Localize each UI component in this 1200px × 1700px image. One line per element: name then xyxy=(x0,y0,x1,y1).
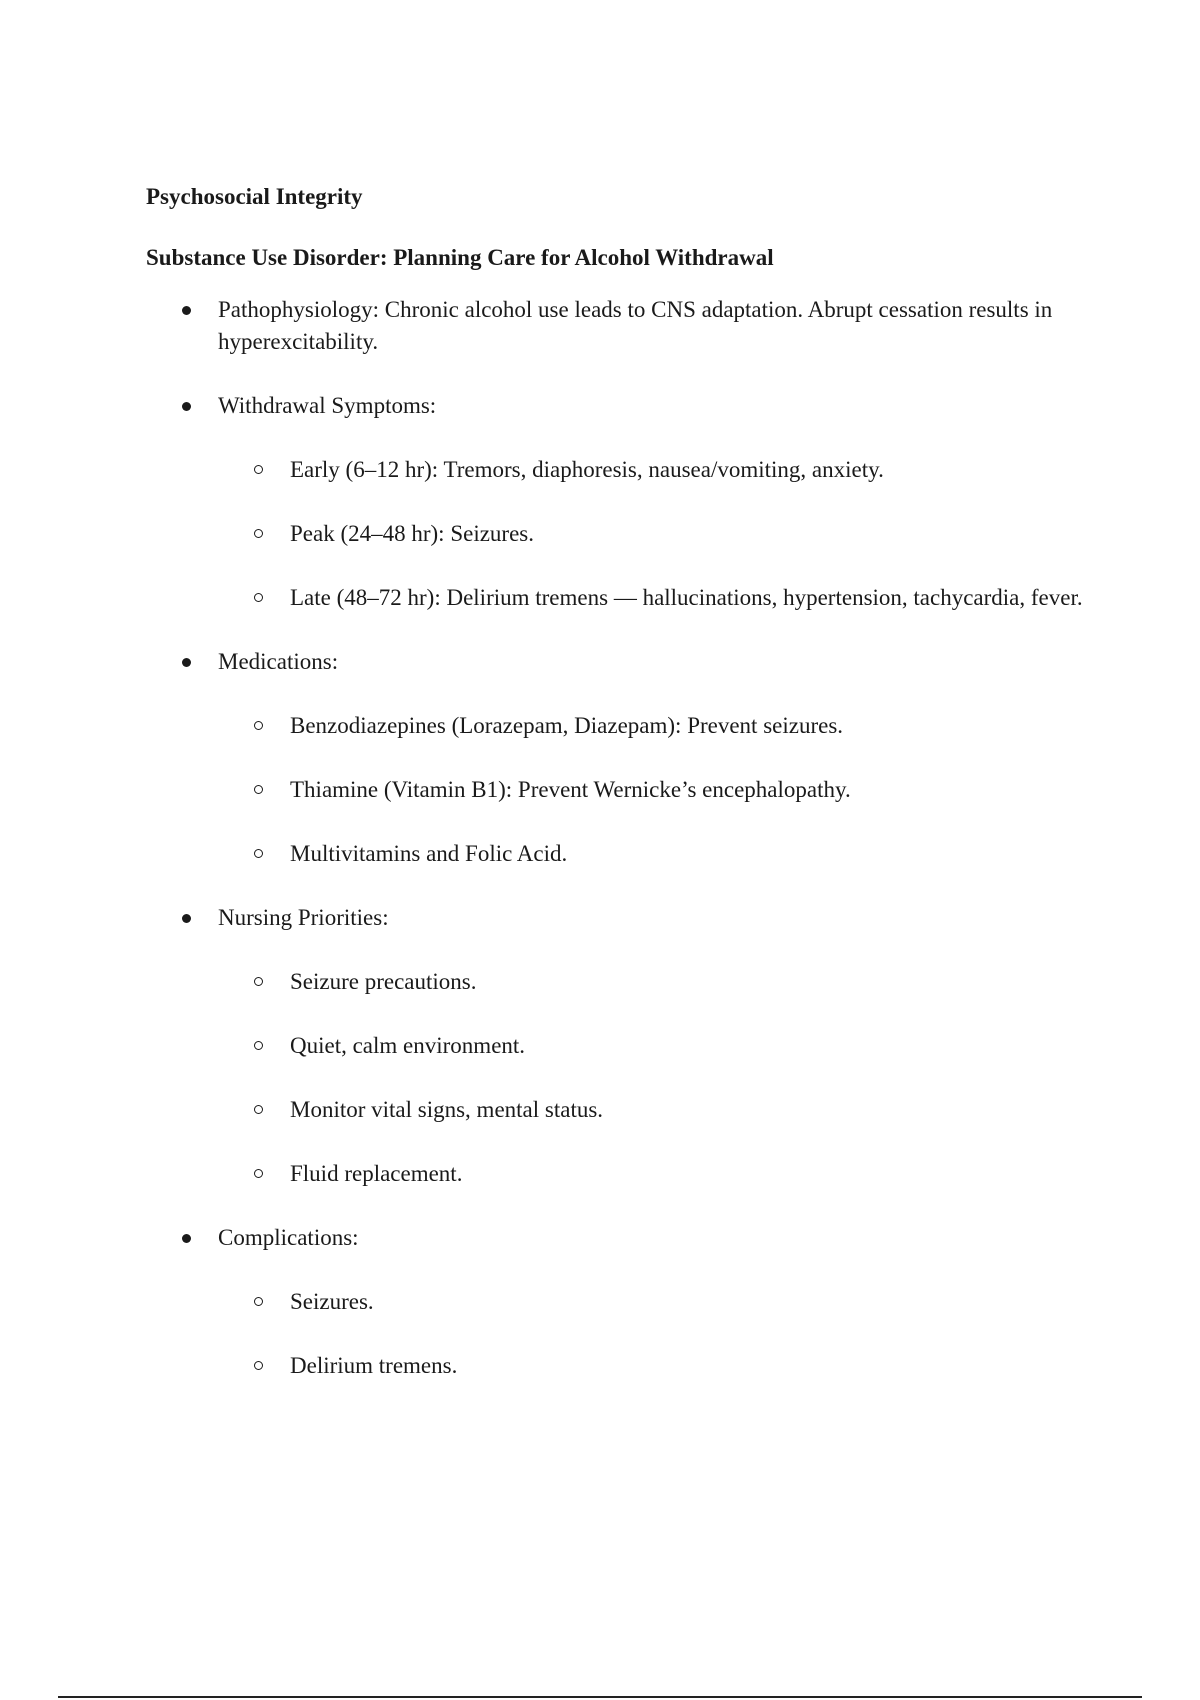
circle-bullet-icon xyxy=(254,849,263,858)
bullet-icon xyxy=(182,658,191,667)
list-item-text: Complications: xyxy=(218,1225,359,1250)
sub-list-item-text: Monitor vital signs, mental status. xyxy=(290,1097,604,1122)
sub-list-item xyxy=(218,838,1086,870)
sub-list xyxy=(218,454,1086,614)
list-item-text: Pathophysiology: Chronic alcohol use leads to CNS adaptation. Abrupt cessation results in hyperexcitability. xyxy=(218,297,1053,354)
circle-bullet-icon xyxy=(254,1361,263,1370)
sub-list-item-text: Early (6–12 hr): Tremors, diaphoresis, nausea/vomiting, anxiety. xyxy=(290,457,884,482)
circle-bullet-icon xyxy=(254,785,263,794)
sub-list-item-text: Seizure precautions. xyxy=(290,969,477,994)
bullet-icon xyxy=(182,1234,191,1243)
list-item-text: Withdrawal Symptoms: xyxy=(218,393,437,418)
sub-list-item xyxy=(218,774,1086,806)
circle-bullet-icon xyxy=(254,465,263,474)
list-item-nursing-priorities xyxy=(146,902,1086,1190)
circle-bullet-icon xyxy=(254,1105,263,1114)
sub-list-item-text: Late (48–72 hr): Delirium tremens — hallucinations, hypertension, tachycardia, fever. xyxy=(290,585,1083,610)
circle-bullet-icon xyxy=(254,721,263,730)
list-item-text: Medications: xyxy=(218,649,339,674)
bullet-list xyxy=(146,294,1086,1382)
document-content xyxy=(146,294,1086,1414)
bullet-icon xyxy=(182,402,191,411)
circle-bullet-icon xyxy=(254,1297,263,1306)
circle-bullet-icon xyxy=(254,977,263,986)
sub-list-item xyxy=(218,582,1086,614)
list-item-pathophysiology xyxy=(146,294,1086,358)
circle-bullet-icon xyxy=(254,1041,263,1050)
sub-list-item xyxy=(218,1030,1086,1062)
sub-list-item xyxy=(218,1094,1086,1126)
list-item-withdrawal-symptoms xyxy=(146,390,1086,614)
bullet-icon xyxy=(182,306,191,315)
sub-list-item-text: Fluid replacement. xyxy=(290,1161,463,1186)
sub-list-item xyxy=(218,1350,1086,1382)
circle-bullet-icon xyxy=(254,1169,263,1178)
sub-list-item xyxy=(218,710,1086,742)
sub-list-item-text: Benzodiazepines (Lorazepam, Diazepam): Prevent seizures. xyxy=(290,713,844,738)
circle-bullet-icon xyxy=(254,593,263,602)
sub-list-item xyxy=(218,1158,1086,1190)
sub-list-item xyxy=(218,1286,1086,1318)
bullet-icon xyxy=(182,914,191,923)
sub-list xyxy=(218,1286,1086,1382)
circle-bullet-icon xyxy=(254,529,263,538)
sub-list xyxy=(218,710,1086,870)
sub-list-item-text: Multivitamins and Folic Acid. xyxy=(290,841,568,866)
page-bottom-divider xyxy=(58,1696,1142,1698)
sub-list-item-text: Seizures. xyxy=(290,1289,374,1314)
list-item-medications xyxy=(146,646,1086,870)
sub-list-item-text: Thiamine (Vitamin B1): Prevent Wernicke’s encephalopathy. xyxy=(290,777,851,802)
sub-list-item xyxy=(218,966,1086,998)
sub-list xyxy=(218,966,1086,1190)
sub-list-item xyxy=(218,518,1086,550)
sub-list-item xyxy=(218,454,1086,486)
document-heading: Substance Use Disorder: Planning Care for Alcohol Withdrawal xyxy=(146,245,774,270)
sub-list-item-text: Peak (24–48 hr): Seizures. xyxy=(290,521,534,546)
list-item-text: Nursing Priorities: xyxy=(218,905,389,930)
section-title: Psychosocial Integrity xyxy=(146,184,363,209)
list-item-complications xyxy=(146,1222,1086,1382)
sub-list-item-text: Quiet, calm environment. xyxy=(290,1033,526,1058)
sub-list-item-text: Delirium tremens. xyxy=(290,1353,458,1378)
